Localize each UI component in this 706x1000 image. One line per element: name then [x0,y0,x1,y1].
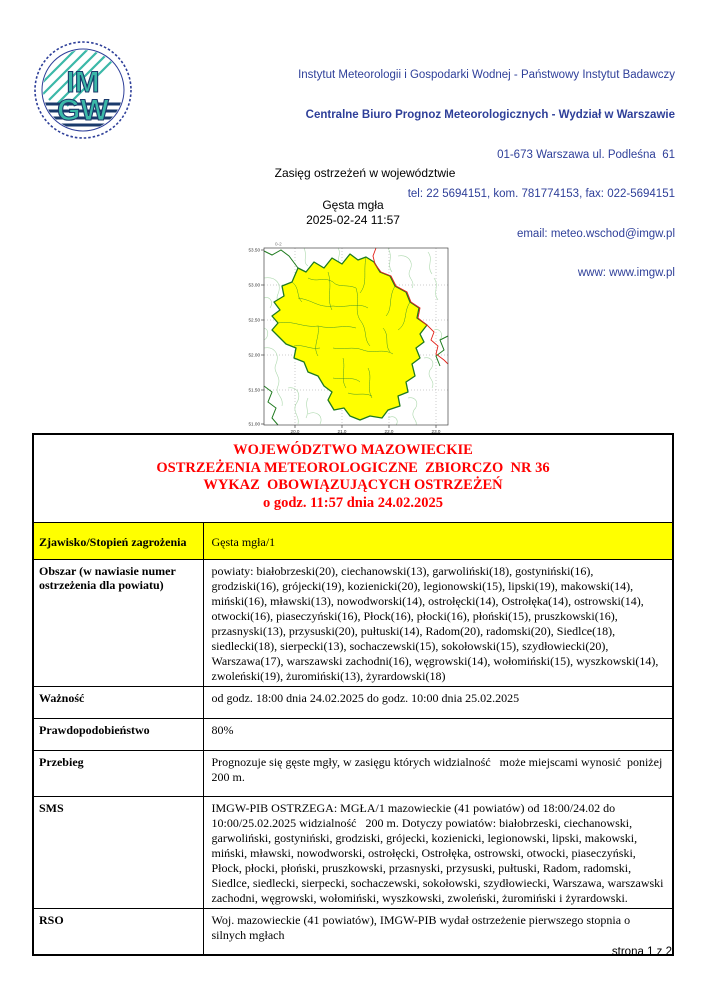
table-title-cell [33,434,673,523]
imgw-logo-icon [33,40,133,140]
probability-label: Prawdopodobieństwo [33,719,203,751]
svg-text:51.50: 51.50 [248,387,260,393]
svg-text:53.00: 53.00 [248,282,260,288]
logo-text-im: IM [66,66,100,99]
table-row-sms [33,797,673,909]
area-value: powiaty: białobrzeski(20), ciechanowski(13), garwoliński(18), gostyniński(16), grodziski(16), grójecki(19), kozienicki(20), legionowski(15), lipski(19), makowski(14), miński(16), mławski(13), nowodworski(14), ostrołęcki(14), Ostrołęka(14), ostrowski(14), otwocki(16), piaseczyński(16), Płock(16), płocki(16), płoński(15), pruszkowski(16), przasnyski(13), przysuski(20), pułtuski(14), Radom(20), radomski(20), Siedlce(18), siedlecki(18), sierpecki(13), sochaczewski(15), sokołowski(15), szydłowiecki(20), Warszawa(17), warszawski zachodni(16), węgrowski(14), wołomiński(15), wyszkowski(14), zwoleński(19), żuromiński(13), żyrardowski(18) [203,560,673,687]
phenomenon-value: Gęsta mgła/1 [203,523,673,560]
phenomenon-label: Zjawisko/Stopień zagrożenia [33,523,203,560]
svg-text:53.50: 53.50 [248,247,260,253]
svg-text:22.0: 22.0 [384,429,394,434]
table-row-rso [33,909,673,956]
title-issue-time: o godz. 11:57 dnia 24.02.2025 [262,494,444,511]
page-number: strona 1 z 2 [611,946,672,958]
rso-label: RSO [33,909,203,956]
table-row-area [33,560,673,687]
table-row-probability [33,719,673,751]
org-address-line: 01-673 Warszawa ul. Podleśna 61 [497,148,675,161]
table-row-phenomenon [33,523,673,560]
org-phone-line: tel: 22 5694151, kom. 781774153, fax: 022-5694151 [407,188,675,201]
imgw-logo [33,40,133,140]
org-name-line: Instytut Meteorologii i Gospodarki Wodnej - Państwowy Instytut Badawczy [298,69,675,82]
sms-label: SMS [33,797,203,909]
latitude-axis-labels [249,248,261,427]
table-row-course [33,751,673,797]
validity-value: od godz. 18:00 dnia 24.02.2025 do godz. 10:00 dnia 25.02.2025 [203,687,673,719]
org-bureau-line: Centralne Biuro Prognoz Meteorologicznych - Wydział w Warszawie [305,109,675,122]
course-value: Prognozuje się gęste mgły, w zasięgu których widzialność może miejscami wynosić poniżej 200 m. [203,751,673,797]
svg-text:52.00: 52.00 [248,352,260,358]
map-caption-scope: Zasięg ostrzeżeń w województwie [274,166,456,180]
table-title-row [33,434,673,523]
area-label: Obszar (w nawiasie numer ostrzeżenia dla powiatu) [33,560,203,687]
svg-text:21.0: 21.0 [337,429,347,434]
voivodeship-warning-map [248,238,458,434]
logo-text-gw: GW [57,94,109,127]
map-caption-datetime: 2025-02-24 11:57 [306,213,400,227]
title-voivodeship: WOJEWÓDZTWO MAZOWIECKIE [233,442,473,458]
map-corner-label: 0-2 [275,241,282,247]
svg-text:52.50: 52.50 [248,317,260,323]
svg-text:23.0: 23.0 [431,429,441,434]
svg-text:20.0: 20.0 [290,429,300,434]
rso-value: Woj. mazowieckie (41 powiatów), IMGW-PIB wydał ostrzeżenie pierwszego stopnia o silnych mgłach [203,909,673,956]
warning-table [32,433,674,956]
validity-label: Ważność [33,687,203,719]
map-caption-phenomenon: Gęsta mgła [322,198,384,212]
svg-text:51.00: 51.00 [248,421,260,427]
sms-value: IMGW-PIB OSTRZEGA: MGŁA/1 mazowieckie (41 powiatów) od 18:00/24.02 do 10:00/25.02.2025 widzialność 200 m. Dotyczy powiatów: białobrzeski, ciechanowski, garwoliński, gostyniński, grodziski, grójecki, kozienicki, legionowski, lipski, makowski, miński, mławski, nowodworski, ostrołęcki, Ostrołęka, ostrowski, otwocki, piaseczyński, Płock, płocki, płoński, pruszkowski, przasnyski, przysuski, pułtuski, Radom, radomski, Siedlce, siedlecki, sierpecki, sochaczewski, sokołowski, szydłowiecki, Warszawa, warszawski zachodni, węgrowski, wołomiński, wyszkowski, zwoleński, żuromiński i żyrardowski. [203,797,673,909]
course-label: Przebieg [33,751,203,797]
warning-map-chart [248,238,458,434]
table-row-validity [33,687,673,719]
title-bulletin-number: OSTRZEŻENIA METEOROLOGICZNE ZBIORCZO NR 36 [156,459,550,476]
org-www-line: www: www.imgw.pl [577,267,675,280]
probability-value: 80% [203,719,673,751]
title-list-heading: WYKAZ OBOWIĄZUJĄCYCH OSTRZEŻEŃ [203,477,503,493]
org-email-line: email: meteo.wschod@imgw.pl [516,227,675,240]
